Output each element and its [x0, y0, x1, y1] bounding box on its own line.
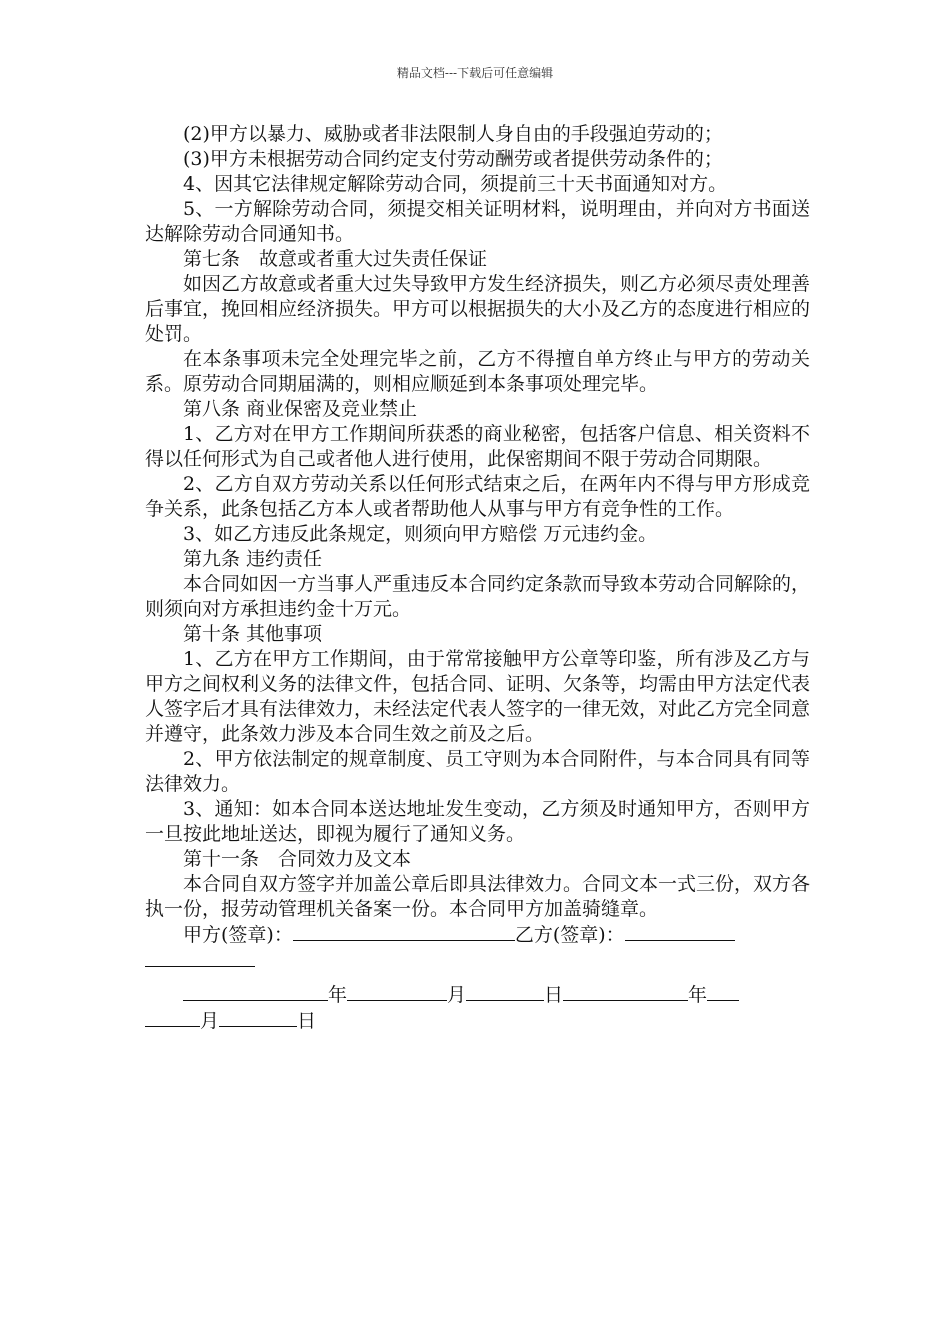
year-a-label: 年 — [328, 984, 348, 1006]
clause-item: 1、乙方对在甲方工作期间所获悉的商业秘密，包括客户信息、相关资料不得以任何形式为自己或者他人进行使用，此保密期间不限于劳动合同期限。 — [145, 423, 810, 470]
clause-item: 2、甲方依法制定的规章制度、员工守则为本合同附件，与本合同具有同等法律效力。 — [145, 748, 810, 795]
party-a-signature-label: 甲方(签章)： — [183, 924, 293, 946]
signature-row — [145, 922, 810, 948]
day-b-label: 日 — [297, 1010, 317, 1032]
article-heading: 第七条 故意或者重大过失责任保证 — [183, 248, 488, 270]
date-row — [145, 982, 810, 1008]
clause-item: (3)甲方未根据劳动合同约定支付劳动酬劳或者提供劳动条件的； — [183, 148, 723, 170]
clause-item: 4、因其它法律规定解除劳动合同，须提前三十天书面通知对方。 — [183, 173, 728, 195]
year-b-blank-cont — [145, 1008, 200, 1027]
page-header: 精品文档---下载后可任意编辑 — [396, 66, 554, 80]
year-b-blank — [563, 982, 688, 1001]
article-heading: 第十一条 合同效力及文本 — [183, 848, 412, 870]
day-a-blank — [466, 982, 544, 1001]
party-a-signature-line — [293, 922, 515, 941]
year-b-label: 年 — [688, 984, 708, 1006]
month-b-label: 月 — [200, 1010, 220, 1032]
clause-paragraph: 本合同自双方签字并加盖公章后即具法律效力。合同文本一式三份，双方各执一份，报劳动管理机关备案一份。本合同甲方加盖骑缝章。 — [145, 873, 811, 920]
party-b-signature-line-cont — [145, 948, 255, 967]
clause-item: 2、乙方自双方劳动关系以任何形式结束之后，在两年内不得与甲方形成竞争关系，此条包括乙方本人或者帮助他人从事与甲方有竞争性的工作。 — [145, 473, 810, 520]
clause-item: 1、乙方在甲方工作期间，由于常常接触甲方公章等印鉴，所有涉及乙方与甲方之间权利义务的法律文件，包括合同、证明、欠条等，均需由甲方法定代表人签字后才具有法律效力，未经法定代表人签字的一律无效，对此乙方完全同意并遵守，此条效力涉及本合同生效之前及之后。 — [145, 648, 811, 745]
clause-item: 3、如乙方违反此条规定，则须向甲方赔偿 万元违约金。 — [183, 523, 658, 545]
article-heading: 第十条 其他事项 — [183, 623, 323, 645]
article-heading: 第九条 违约责任 — [183, 548, 323, 570]
year-b-blank-tail — [707, 982, 739, 1001]
clause-item: 3、通知：如本合同本送达地址发生变动，乙方须及时通知甲方，否则甲方一旦按此地址送达，即视为履行了通知义务。 — [145, 798, 810, 845]
month-b-blank — [219, 1008, 297, 1027]
clause-item: 5、一方解除劳动合同，须提交相关证明材料，说明理由，并向对方书面送达解除劳动合同通知书。 — [145, 198, 810, 245]
year-a-blank — [183, 982, 328, 1001]
document-body — [145, 122, 810, 1034]
clause-paragraph: 在本条事项未完全处理完毕之前，乙方不得擅自单方终止与甲方的劳动关系。原劳动合同期届满的，则相应顺延到本条事项处理完毕。 — [145, 348, 810, 395]
date-row-continuation — [145, 1008, 810, 1034]
party-b-signature-label: 乙方(签章)： — [514, 924, 625, 946]
day-a-label: 日 — [544, 984, 564, 1006]
party-b-signature-line — [625, 922, 735, 941]
article-heading: 第八条 商业保密及竞业禁止 — [183, 398, 418, 420]
clause-paragraph: 本合同如因一方当事人严重违反本合同约定条款而导致本劳动合同解除的，则须向对方承担违约金十万元。 — [145, 573, 811, 620]
clause-paragraph: 如因乙方故意或者重大过失导致甲方发生经济损失，则乙方必须尽责处理善后事宜，挽回相应经济损失。甲方可以根据损失的大小及乙方的态度进行相应的处罚。 — [145, 273, 811, 345]
month-a-blank — [347, 982, 447, 1001]
clause-item: (2)甲方以暴力、威胁或者非法限制人身自由的手段强迫劳动的； — [183, 123, 723, 145]
month-a-label: 月 — [447, 984, 467, 1006]
signature-line-continuation — [145, 948, 810, 974]
